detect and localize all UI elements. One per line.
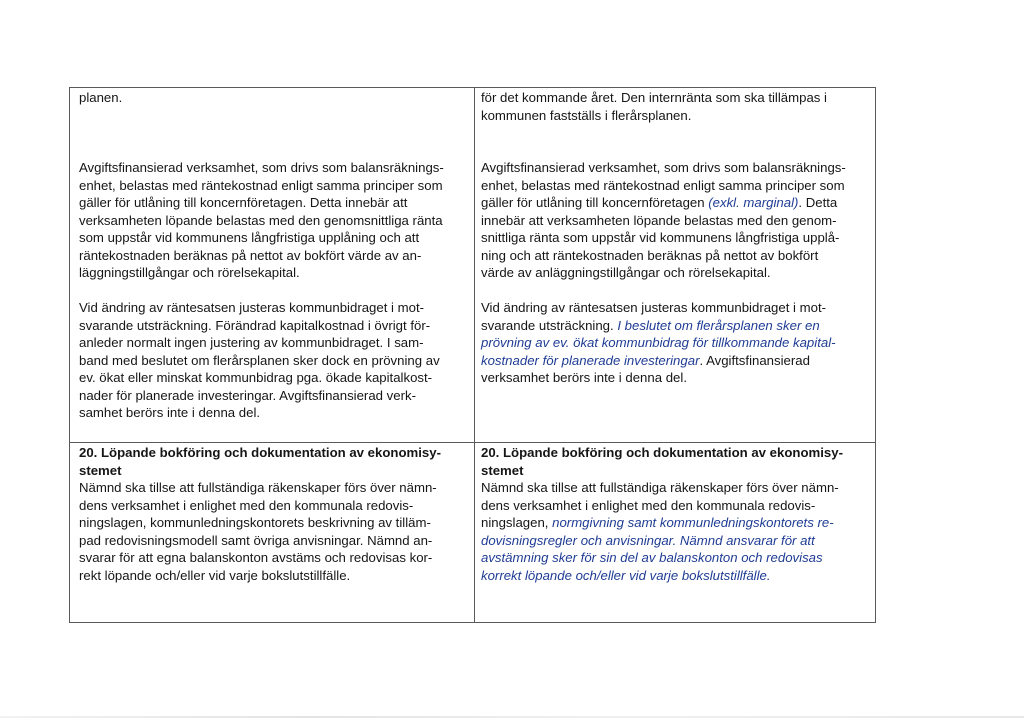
column-divider [474, 88, 475, 622]
scan-edge [0, 716, 1024, 718]
right-cell-row1 [481, 89, 846, 387]
inserted-text: I beslutet om flerårsplanen sker en [617, 317, 820, 333]
left-continuation-line: planen. [79, 90, 123, 105]
section-heading: 20. Löpande bokföring och dokumentation av ekonomisy- stemet [79, 445, 441, 478]
inserted-text: korrekt löpande och/eller vid varje bokslutstillfälle. [481, 567, 771, 583]
right-paragraph-2: Vid ändring av räntesatsen justeras kommunbidraget i mot- svarande utsträckning. I beslutet om flerårsplanen sker en prövning av ev. ökat kommunbidrag för tillkommande kapital- kostnader för planerade investeringar. Avgiftsfinansierad verksamhet berörs inte i denna del. [481, 300, 836, 385]
inserted-text: dovisningsregler och anvisningar. Nämnd ansvarar för att [481, 532, 815, 548]
inserted-text: kostnader för planerade investeringar [481, 352, 700, 368]
right-paragraph-1: Avgiftsfinansierad verksamhet, som drivs som balansräknings- enhet, belastas med räntekostnad enligt samma principer som gäller för utlåning till koncernföretagen (exkl. marginal). Detta innebär att verksamheten löpande belastas med den genom- snittliga ränta som uppstår vid kommunens långfristiga upplå- ning och att räntekostnaden beräknas på nettot av bokfört värde av anläggningstillgångar och rörelsekapital. [481, 160, 846, 280]
inserted-text: avstämning sker för sin del av balanskonton och redovisas [481, 550, 823, 565]
row-divider [70, 442, 875, 443]
inserted-text: (exkl. marginal) [708, 195, 799, 210]
left-section-body: Nämnd ska tillse att fullständiga räkenskaper förs över nämn- dens verksamhet i enlighet med den kommunala redovis- ningslagen, kommunledningskontorets beskrivning av tilläm- pad redovisningsmodell samt övriga anvisningar. Nämnd an- svarar för att egna balanskonton avstäms och redovisas kor- rekt löpande och/eller vid varje bokslutstillfälle. [79, 480, 437, 583]
left-cell-row1 [79, 89, 444, 422]
comparison-table [69, 87, 876, 623]
right-intro-paragraph: för det kommande året. Den internränta som ska tillämpas i kommunen fastställs i flerårsplanen. [481, 90, 827, 123]
inserted-text: normgivning samt kommunledningskontorets re- [552, 515, 834, 530]
left-cell-row2 [79, 444, 441, 584]
left-paragraph-1: Avgiftsfinansierad verksamhet, som drivs som balansräknings- enhet, belastas med räntekostnad enligt samma principer som gäller för utlåning till koncernföretagen. Detta innebär att verksamheten löpande belastas med den genomsnittliga ränta som uppstår vid kommunens långfristiga upplåning och att räntekostnaden beräknas på nettot av bokfört värde av an- läggningstillgångar och rörelsekapital. [79, 160, 444, 280]
left-paragraph-2: Vid ändring av räntesatsen justeras kommunbidraget i mot- svarande utsträckning. Förändrad kapitalkostnad i övrigt för- anleder normalt ingen justering av kommunbidraget. I sam- band med beslutet om flerårsplanen sker dock en prövning av ev. ökat eller minskat kommunbidrag pga. ökade kapitalkost- nader för planerade investeringar. Avgiftsfinansierad verk- samhet berörs inte i denna del. [79, 300, 440, 420]
right-cell-row2 [481, 444, 843, 584]
section-heading: 20. Löpande bokföring och dokumentation av ekonomisy- stemet [481, 445, 843, 478]
inserted-text: prövning av ev. ökat kommunbidrag för tillkommande kapital- [481, 335, 836, 350]
right-section-body: Nämnd ska tillse att fullständiga räkenskaper förs över nämn- dens verksamhet i enlighet med den kommunala redovis- ningslagen, normgivning samt kommunledningskontorets re- dovisningsregler och anvisningar. Nämnd ansvarar för att avstämning sker för sin del av balanskonton och redovisas korrekt löpande och/eller vid varje bokslutstillfälle. [481, 480, 839, 583]
